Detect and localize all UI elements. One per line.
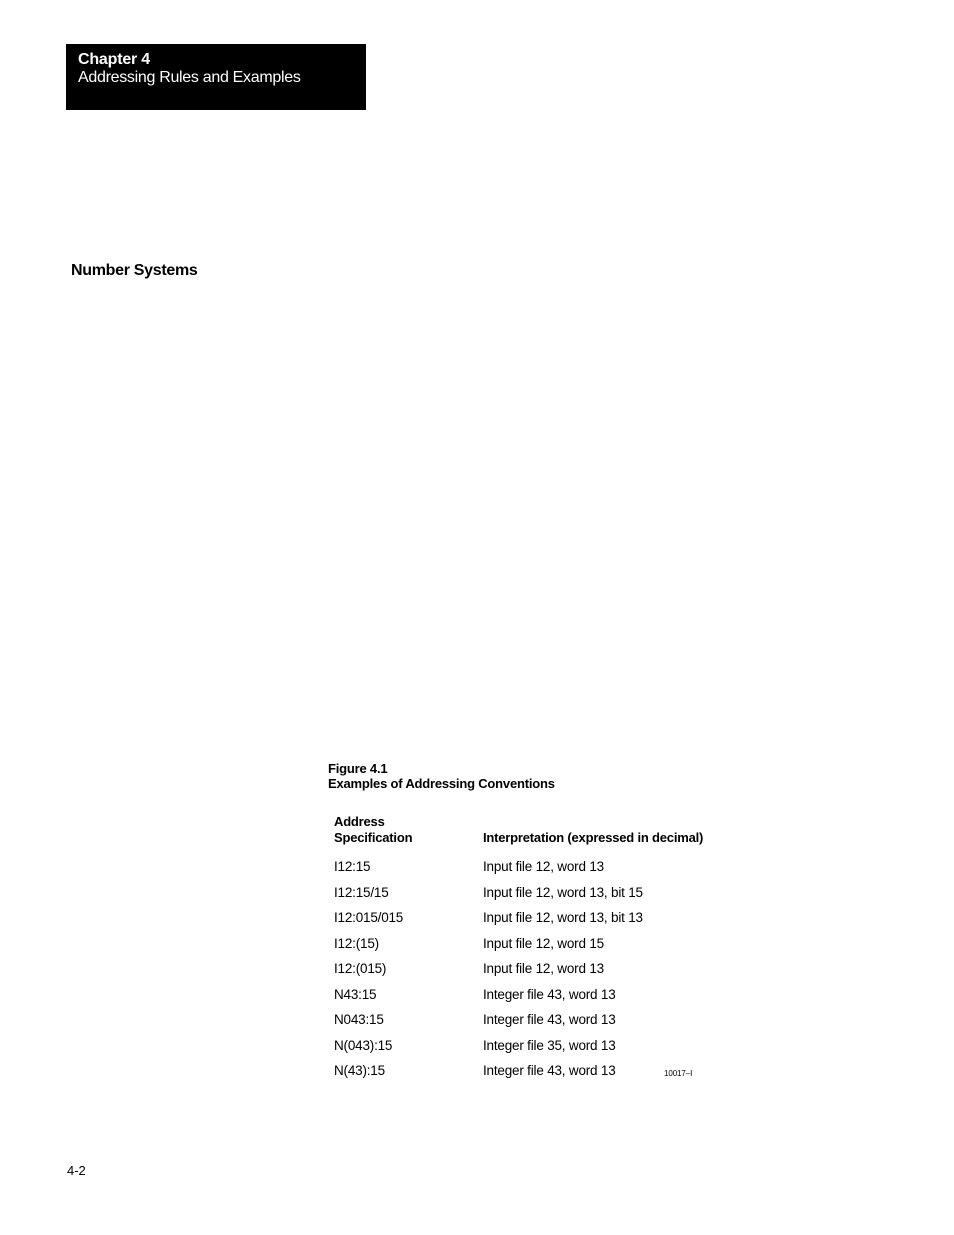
address-cell: I12:015/015 [334, 910, 404, 925]
column-header-address [334, 814, 474, 846]
table-row [334, 885, 754, 911]
table-row [334, 987, 754, 1013]
column-header-interpretation: Interpretation (expressed in decimal) [483, 830, 704, 845]
interpretation-cell: Integer file 43, word 13 [483, 1012, 616, 1027]
table-row [334, 961, 754, 987]
table-row [334, 859, 754, 885]
chapter-header [66, 44, 366, 110]
table-row [334, 910, 754, 936]
address-cell: N(043):15 [334, 1037, 393, 1053]
interpretation-cell: Input file 12, word 15 [483, 935, 604, 951]
chapter-number: Chapter 4 [78, 51, 150, 68]
interpretation-cell: Integer file 35, word 13 [483, 1037, 616, 1053]
column-header-address-line2: Specification [334, 830, 413, 845]
address-cell: I12:(015) [334, 961, 387, 976]
address-cell: N043:15 [334, 1012, 384, 1027]
table-header [334, 814, 754, 850]
page-number: 4-2 [67, 1163, 86, 1178]
interpretation-cell: Input file 12, word 13 [483, 961, 604, 976]
section-heading: Number Systems [71, 262, 198, 279]
column-header-address-line1: Address [334, 814, 385, 829]
address-cell: I12:(15) [334, 935, 379, 951]
figure-code: 10017–I [664, 1069, 693, 1078]
interpretation-cell: Input file 12, word 13 [483, 859, 604, 874]
table-body [334, 859, 754, 1089]
address-cell: N43:15 [334, 986, 377, 1002]
chapter-title: Addressing Rules and Examples [78, 69, 301, 86]
figure-number: Figure 4.1 [328, 761, 388, 776]
interpretation-cell: Input file 12, word 13, bit 15 [483, 884, 643, 900]
address-cell: N(43):15 [334, 1063, 385, 1078]
figure-title: Examples of Addressing Conventions [328, 776, 555, 791]
interpretation-cell: Input file 12, word 13, bit 13 [483, 910, 643, 925]
address-cell: I12:15/15 [334, 884, 389, 900]
figure-caption [328, 761, 555, 791]
interpretation-cell: Integer file 43, word 13 [483, 986, 616, 1002]
table-row [334, 1038, 754, 1064]
table-row [334, 1012, 754, 1038]
table-row [334, 936, 754, 962]
address-cell: I12:15 [334, 859, 371, 874]
interpretation-cell: Integer file 43, word 13 [483, 1063, 616, 1078]
